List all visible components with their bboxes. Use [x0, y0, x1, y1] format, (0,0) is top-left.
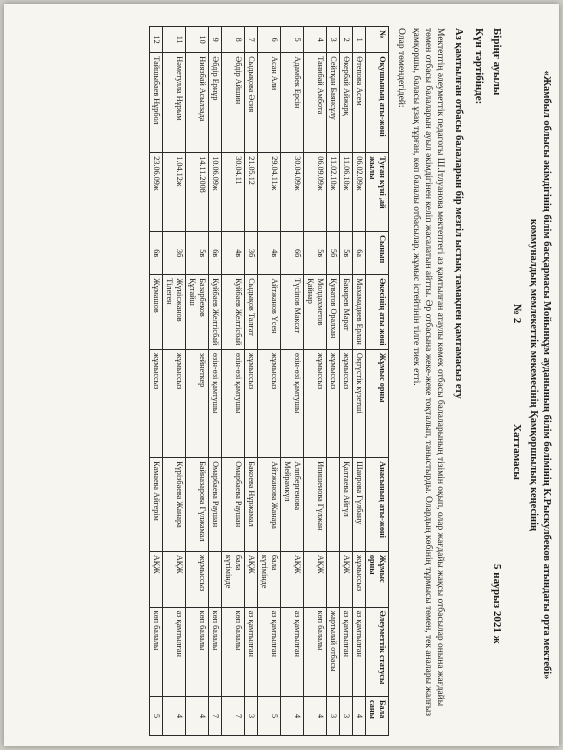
table-cell: жұмыссыз	[150, 349, 163, 457]
table-cell: 5в	[304, 232, 327, 275]
table-row	[186, 27, 209, 736]
table-row	[150, 27, 163, 736]
table-cell: 5б	[327, 232, 340, 275]
table-cell: 06.09.09ж	[304, 153, 327, 232]
table-cell: аз қамтылған	[245, 607, 258, 696]
table-cell: Алпбергенова Мейрамкүл	[281, 458, 304, 552]
table-cell: Асан Али	[258, 53, 281, 153]
column-header: Сынып	[366, 232, 389, 275]
table-cell: 7	[209, 697, 222, 736]
table-cell: 4	[163, 697, 186, 736]
table-cell: 6в	[209, 232, 222, 275]
table-cell: 3б	[245, 232, 258, 275]
document-page	[4, 4, 559, 746]
column-header: Оқушының аты-жөні	[366, 53, 389, 153]
table-cell: аз қамтылған	[163, 607, 186, 696]
table-cell: 3	[340, 697, 353, 736]
table-cell: 23.06.09ж	[150, 153, 163, 232]
table-cell: 9	[209, 27, 222, 53]
table-cell: Омарбаева Раушан	[222, 458, 245, 552]
table-cell: Оңтүстік күзетші	[353, 349, 366, 457]
table-cell: 4в	[222, 232, 245, 275]
table-cell: жұмыссыз	[245, 349, 258, 457]
table-cell: 12	[150, 27, 163, 53]
table-cell: 10.06.09ж	[209, 153, 222, 232]
table-cell	[327, 551, 340, 607]
table-cell: Танибай Амбота	[304, 53, 327, 153]
table-cell: жұмыссыз	[163, 349, 186, 457]
table-cell: Камаева Айгерім	[150, 458, 163, 552]
rotated-content	[4, 4, 559, 746]
table-cell: Қалтаева Айгүл	[340, 458, 353, 552]
table-cell: 4	[281, 697, 304, 736]
table-cell: өзін-өзі қамтушы	[209, 349, 222, 457]
table-cell: Сейтқан Баянсұлу	[327, 53, 340, 153]
table-cell: Ипишенова Гүлжан	[304, 458, 327, 552]
table-cell: аз қамтылған	[353, 607, 366, 696]
table-cell: 7	[222, 697, 245, 736]
table-cell: Шаирова Гүлбану	[353, 458, 366, 552]
table-cell: 6а	[353, 232, 366, 275]
table-cell: 3б	[163, 232, 186, 275]
table-cell: 1	[353, 27, 366, 53]
table-cell: 1.04.12ж	[163, 153, 186, 232]
document-number: № 2	[511, 304, 523, 324]
table-cell: Омарбаева Раушан	[209, 458, 222, 552]
table-cell: 06.02.09ж	[353, 153, 366, 232]
table-cell: Куйбаев Желтісбай	[209, 275, 222, 350]
table-cell: 4в	[258, 232, 281, 275]
table-cell: көп балалы	[150, 607, 163, 696]
table-cell: зейнеткер	[186, 349, 209, 457]
table-cell: өзін-өзі қамтушы	[222, 349, 245, 457]
table-cell: Әбдір Ернұр	[209, 53, 222, 153]
table-cell: жартылай отбасы	[327, 607, 340, 696]
table-row	[340, 27, 353, 736]
column-header: Жұмыс орны	[366, 551, 389, 607]
table-row	[281, 27, 304, 736]
table-cell: 2	[340, 27, 353, 53]
table-cell: 5	[258, 697, 281, 736]
table-cell: Бакирев Марат	[340, 275, 353, 350]
table-cell: 5в	[340, 232, 353, 275]
table-row	[258, 27, 281, 736]
document-date: 5 наурыз 2021 ж	[491, 564, 503, 644]
table-cell: бала күтімінде	[258, 551, 281, 607]
table-cell: жұмыссыз	[327, 349, 340, 457]
table-row	[304, 27, 327, 736]
header-line-2: коммуналдық мемлекеттік мекемесінің Қамқоршылық кеңесінің	[528, 218, 539, 532]
column-header: Бала саны	[366, 697, 389, 736]
table-cell: 30.04.09ж	[281, 153, 304, 232]
students-table	[149, 26, 389, 736]
table-cell: 30.04.11	[222, 153, 245, 232]
table-cell: 3	[327, 27, 340, 53]
table-cell: Нәметулла Нұрым	[163, 53, 186, 153]
table-cell: 14.11.2008	[186, 153, 209, 232]
table-cell: өзін-өзі қамтушы	[281, 349, 304, 457]
table-cell: көп балалы	[222, 607, 245, 696]
table-cell: 8	[222, 27, 245, 53]
table-cell: 6б	[281, 232, 304, 275]
decided-line: Олар төмендегідей:	[396, 28, 406, 108]
table-row	[353, 27, 366, 736]
table-cell: Жүнісжанов Тілеген	[163, 275, 186, 350]
table-cell: АҚЖ	[340, 551, 353, 607]
table-cell: 6в	[150, 232, 163, 275]
table-cell: Өкербай Айжарқ	[340, 53, 353, 153]
subject-line: Аз қамтылған отбасы балаларын бір мезгіл ыстық тамақпен қамтамасыз ету	[453, 28, 464, 399]
table-cell: Жұмашов	[150, 275, 163, 350]
table-cell: АҚЖ	[150, 551, 163, 607]
table-cell: Айтжанов Үсен	[258, 275, 281, 350]
table-row	[245, 27, 258, 736]
body-paragraph: Мектептің әлеуметтік педагогы Ш.Ітлуанова мектептегі аз қамтылған атаулы көмек отбасы балаларының тізімін оқып, олар жағдайы жақсы отбасылар онына жағдайы төмен отбасы балаларын ауыл әкімдігінен келіп жасалатын айтты. Әр отбасына жеке-жеке тоқталып, таныстырды. Олардың көбінің тұрмысы төмен, тек аналары жалғыз қамқоршы, баласы ұзақ тұрған, көп балалы отбасылар, жұмыс істейтінін тілге тиек етті.	[411, 28, 445, 717]
table-cell: 10	[186, 27, 209, 53]
table-row	[327, 27, 340, 736]
table-row	[163, 27, 186, 736]
table-cell: аз қамтылған	[258, 607, 281, 696]
header-line-1: «Жамбыл облысы әкімдігінің білім басқармасы Мойынқұм ауданының білім бөлімінің К.Рыскулбеков атындағы орта мектебі»	[541, 70, 552, 680]
table-cell: Тайшыбаев Нұрбол	[150, 53, 163, 153]
document-header	[527, 12, 553, 738]
table-cell: Түсіпов Максат	[281, 275, 304, 350]
table-cell: Айтжанова Жанара	[258, 458, 281, 552]
table-cell: 7	[245, 27, 258, 53]
table-cell: 29.04.11ж	[258, 153, 281, 232]
table-cell	[209, 551, 222, 607]
table-cell: Ниязбай Асылзада	[186, 53, 209, 153]
table-cell: жұмыссыз	[186, 551, 209, 607]
table-cell: Сыдықова Әсия	[245, 53, 258, 153]
table-cell: 4	[186, 697, 209, 736]
table-cell: АҚЖ	[245, 551, 258, 607]
table-cell: көп балалы	[304, 607, 327, 696]
column-header: Жұмыс орны	[366, 349, 389, 457]
table-cell: 4	[304, 27, 327, 53]
table-cell: АҚЖ	[163, 551, 186, 607]
table-cell: көп балалы	[186, 607, 209, 696]
table-cell: Базарбеков Құтайш	[186, 275, 209, 350]
column-header: Әлеуметтік статусы	[366, 607, 389, 696]
table-cell: аз қамтылған	[340, 607, 353, 696]
table-body	[150, 27, 366, 736]
table-cell: Қуватов Оралхан	[327, 275, 340, 350]
table-cell: жұмыссыз	[258, 349, 281, 457]
column-header: Әкесінің аты жөні	[366, 275, 389, 350]
table-cell: аз қамтылған	[281, 607, 304, 696]
table-cell: Күрізбаева Жанара	[163, 458, 186, 552]
table-cell: 21.05.12	[245, 153, 258, 232]
table-cell: жұмыссыз	[353, 551, 366, 607]
table-cell: 4	[304, 697, 327, 736]
column-header: №	[366, 27, 389, 53]
table-cell: 5	[150, 697, 163, 736]
table-cell: АҚЖ	[281, 551, 304, 607]
table-cell: 6	[258, 27, 281, 53]
table-cell: Молдахметов Қайнар	[304, 275, 327, 350]
table-cell: АҚЖ	[304, 551, 327, 607]
table-cell: жұмыссыз	[304, 349, 327, 457]
table-header-row	[366, 27, 389, 736]
document-type: Хаттамасы	[511, 424, 523, 480]
table-cell: 3	[245, 697, 258, 736]
table-cell: Сыдықов Талғат	[245, 275, 258, 350]
table-cell: 11.06.10ж	[340, 153, 353, 232]
table-cell: бала күтімінде	[222, 551, 245, 607]
table-cell: жұмыссыз	[340, 349, 353, 457]
table-cell: Байназарова Гүлжамал	[186, 458, 209, 552]
table-cell: 3	[327, 697, 340, 736]
table-cell: 5	[281, 27, 304, 53]
table-cell: Адамбек Ерсін	[281, 53, 304, 153]
table-cell: 4	[353, 697, 366, 736]
table-row	[222, 27, 245, 736]
table-cell: көп балалы	[209, 607, 222, 696]
table-cell: Куйбаев Желтісбай	[222, 275, 245, 350]
table-row	[209, 27, 222, 736]
column-header: Анасының аты-жөні	[366, 458, 389, 552]
table-cell: 5в	[186, 232, 209, 275]
table-cell: 11.02.10ж	[327, 153, 340, 232]
table-cell: Бакоева Нұржамал	[245, 458, 258, 552]
table-cell: Махамадиев Ерлан	[353, 275, 366, 350]
table-cell	[327, 458, 340, 552]
column-header: Туған күні ,ай жылы	[366, 153, 389, 232]
agenda-label: Күн тәртібінде:	[473, 28, 485, 105]
section-label: Біріңғ ауылы	[491, 28, 503, 96]
table-cell: Өтепова Асем	[353, 53, 366, 153]
table-cell: 11	[163, 27, 186, 53]
table-cell: Әбдір Айшин	[222, 53, 245, 153]
